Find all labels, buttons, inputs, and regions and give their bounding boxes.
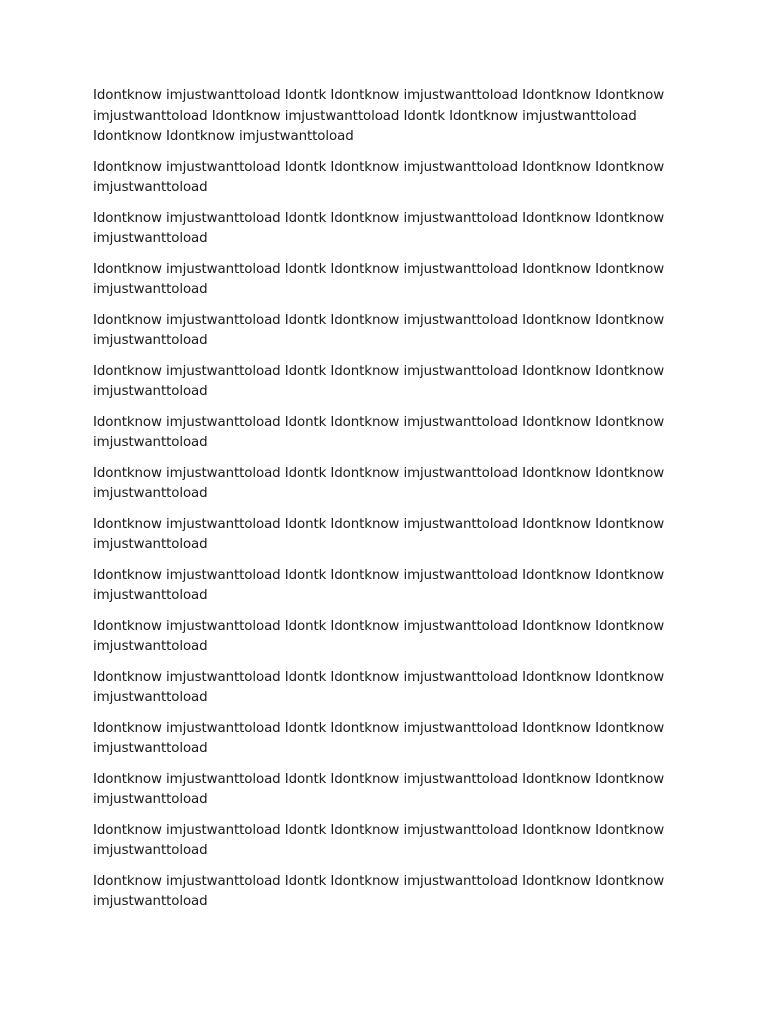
- paragraph-5: Idontknow imjustwanttoload Idontk Idontknow imjustwanttoload Idontknow Idontknow imjustwanttoload: [93, 312, 665, 348]
- paragraph-2: Idontknow imjustwanttoload Idontk Idontknow imjustwanttoload Idontknow Idontknow imjustwanttoload: [93, 159, 665, 195]
- paragraph-4: Idontknow imjustwanttoload Idontk Idontknow imjustwanttoload Idontknow Idontknow imjustwanttoload: [93, 261, 665, 297]
- paragraph-9: Idontknow imjustwanttoload Idontk Idontknow imjustwanttoload Idontknow Idontknow imjustwanttoload: [93, 516, 665, 552]
- paragraph-1: Idontknow imjustwanttoload Idontk Idontknow imjustwanttoload Idontknow Idontknow imjustwanttoload Idontknow imjustwanttoload Idontk Idontknow imjustwanttoload Idontknow Idontknow imjustwanttoload: [93, 88, 665, 144]
- paragraph-15: Idontknow imjustwanttoload Idontk Idontknow imjustwanttoload Idontknow Idontknow imjustwanttoload: [93, 822, 665, 858]
- paragraph-10: Idontknow imjustwanttoload Idontk Idontknow imjustwanttoload Idontknow Idontknow imjustwanttoload: [93, 567, 665, 603]
- paragraph-12: Idontknow imjustwanttoload Idontk Idontknow imjustwanttoload Idontknow Idontknow imjustwanttoload: [93, 669, 665, 705]
- paragraph-8: Idontknow imjustwanttoload Idontk Idontknow imjustwanttoload Idontknow Idontknow imjustwanttoload: [93, 465, 665, 501]
- paragraph-6: Idontknow imjustwanttoload Idontk Idontknow imjustwanttoload Idontknow Idontknow imjustwanttoload: [93, 363, 665, 399]
- paragraph-16: Idontknow imjustwanttoload Idontk Idontknow imjustwanttoload Idontknow Idontknow imjustwanttoload: [93, 873, 665, 909]
- paragraph-7: Idontknow imjustwanttoload Idontk Idontknow imjustwanttoload Idontknow Idontknow imjustwanttoload: [93, 414, 665, 450]
- paragraph-14: Idontknow imjustwanttoload Idontk Idontknow imjustwanttoload Idontknow Idontknow imjustwanttoload: [93, 771, 665, 807]
- document-body: [93, 86, 683, 923]
- paragraph-3: Idontknow imjustwanttoload Idontk Idontknow imjustwanttoload Idontknow Idontknow imjustwanttoload: [93, 210, 665, 246]
- paragraph-13: Idontknow imjustwanttoload Idontk Idontknow imjustwanttoload Idontknow Idontknow imjustwanttoload: [93, 720, 665, 756]
- paragraph-11: Idontknow imjustwanttoload Idontk Idontknow imjustwanttoload Idontknow Idontknow imjustwanttoload: [93, 618, 665, 654]
